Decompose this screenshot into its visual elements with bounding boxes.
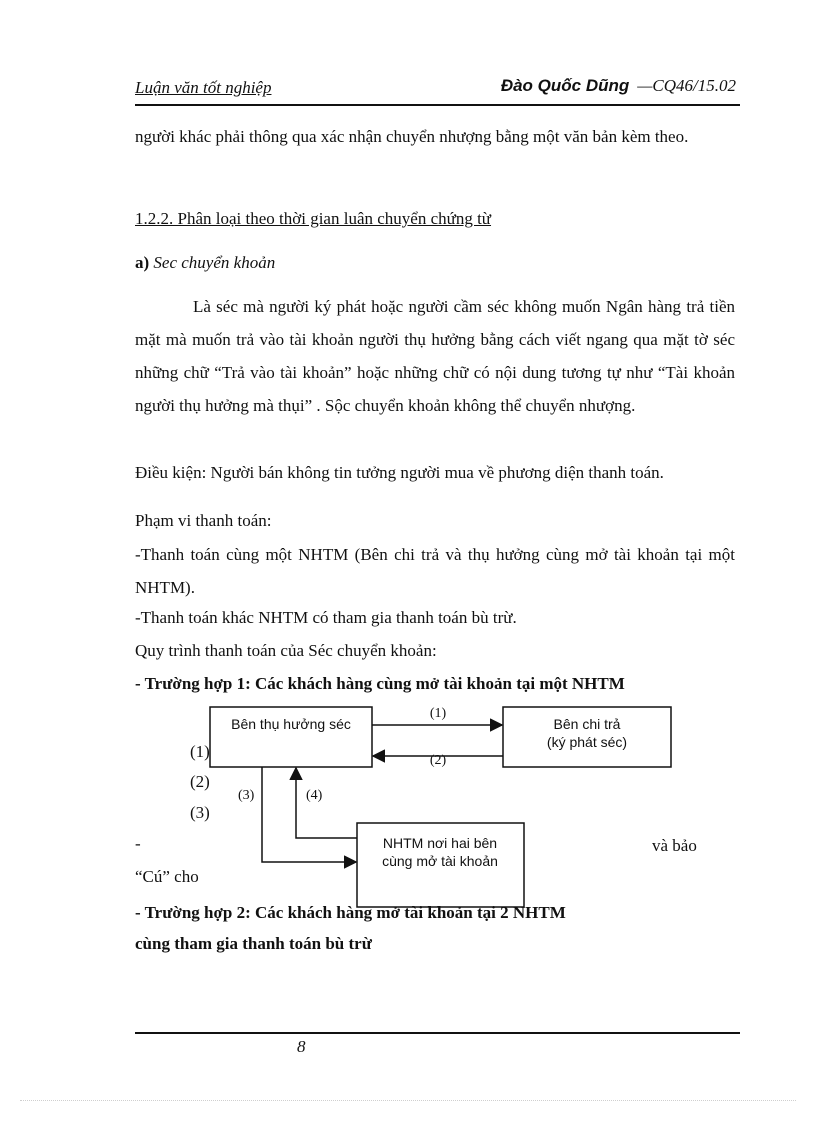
- author-block: [501, 76, 736, 96]
- subheading-title: Sec chuyển khoản: [153, 253, 276, 272]
- arrow-3-label: (3): [238, 788, 255, 803]
- payer-box-label-line-1: Bên chi trả: [553, 716, 621, 732]
- footer-divider: [135, 1032, 740, 1034]
- occluded-step-1: (1): [190, 742, 210, 761]
- occluded-right-fragment: và bảo: [652, 836, 697, 855]
- page-header: [135, 76, 740, 106]
- payer-box-label-line-2: (ký phát séc): [546, 734, 628, 750]
- bank-box-label-line-1: NHTM nơi hai bên: [382, 835, 498, 851]
- author-name: Đào Quốc Dũng: [500, 76, 630, 95]
- occluded-step-2: (2): [190, 772, 210, 791]
- scope-item-1: -Thanh toán cùng một NHTM (Bên chi trả và thụ hưởng cùng mở tài khoản tại một NHTM).: [135, 545, 735, 597]
- page-bottom-dotted-edge: [20, 1100, 796, 1101]
- scope-item-2: -Thanh toán khác NHTM có tham gia thanh toán bù trừ.: [135, 608, 517, 627]
- arrow-3-line: [262, 767, 356, 862]
- condition-text: Điều kiện: Người bán không tin tưởng người mua về phương diện thanh toán.: [135, 463, 664, 482]
- continuation-paragraph: người khác phải thông qua xác nhận chuyển nhượng bằng một văn bản kèm theo.: [135, 127, 689, 146]
- scope-title: Phạm vi thanh toán:: [135, 511, 272, 530]
- arrow-4-line: [296, 768, 357, 838]
- thesis-label: Luận văn tốt nghiệp: [135, 78, 272, 97]
- page-number: 8: [297, 1037, 306, 1056]
- process-title: Quy trình thanh toán của Séc chuyển khoản:: [135, 641, 437, 660]
- intro-paragraph: Là séc mà người ký phát hoặc người cầm séc không muốn Ngân hàng trả tiền mặt mà muốn trả vào tài khoản người thụ hưởng bằng cách viết ngang qua mặt tờ séc những chữ “Trả vào tài khoản” hoặc những chữ có nội dung tương tự như “Tài khoản người thụ hưởng mà thụi” . Sộc chuyển khoản không thể chuyển nhượng.: [135, 297, 735, 415]
- case-2-heading-line-1: - Trường hợp 2: Các khách hàng mở tài khoản tại 2 NHTM: [135, 903, 566, 922]
- occluded-dash: -: [135, 834, 141, 853]
- occluded-step-3: (3): [190, 803, 210, 822]
- arrow-4-label: (4): [306, 788, 323, 803]
- section-heading: 1.2.2. Phân loại theo thời gian luân chuyển chứng từ: [135, 209, 492, 228]
- case-1-heading: - Trường hợp 1: Các khách hàng cùng mở tài khoản tại một NHTM: [135, 674, 625, 693]
- bank-box-label-line-2: cùng mở tài khoản: [382, 853, 498, 869]
- payment-flow-diagram: [190, 698, 750, 918]
- subheading-letter: a): [135, 253, 150, 272]
- class-code: —CQ46/15.02: [637, 76, 736, 95]
- arrow-1-label: (1): [429, 706, 447, 721]
- occluded-left-fragment: “Cú” cho: [135, 867, 199, 886]
- beneficiary-box-label: Bên thụ hưởng séc: [231, 716, 351, 732]
- arrow-2-label: (2): [429, 753, 447, 768]
- case-2-heading-line-2: cùng tham gia thanh toán bù trừ: [135, 934, 372, 953]
- subheading: [135, 252, 735, 274]
